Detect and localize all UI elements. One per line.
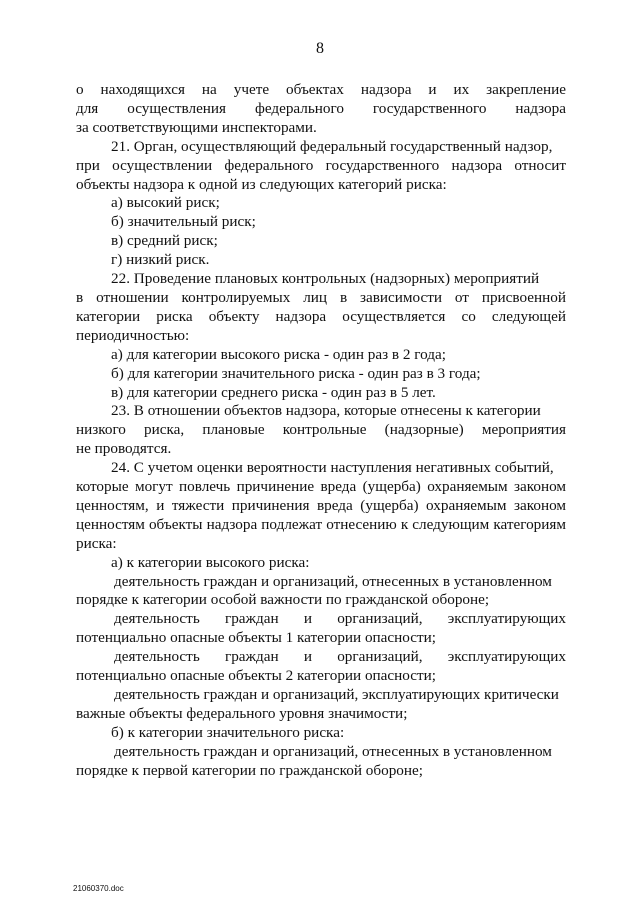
text-line: низкого риска, плановые контрольные (надзорные) мероприятия bbox=[76, 421, 566, 439]
text-line: а) к категории высокого риска: bbox=[111, 553, 310, 571]
text-line: для осуществления федерального государственного надзора bbox=[76, 99, 566, 117]
text-line: порядке к категории особой важности по гражданской обороне; bbox=[76, 591, 490, 609]
text-line: ценностям, и тяжести причинения вреда (ущерба) охраняемым законом bbox=[76, 496, 566, 514]
text-line: деятельность граждан и организаций, эксплуатирующих bbox=[114, 610, 566, 628]
text-line: ценностям объекты надзора подлежат отнесению к следующим категориям bbox=[76, 515, 566, 533]
text-line: о находящихся на учете объектах надзора и их закрепление bbox=[76, 81, 566, 98]
text-line: а) для категории высокого риска - один раз в 2 года; bbox=[111, 345, 446, 363]
text-line: в) для категории среднего риска - один раз в 5 лет. bbox=[111, 383, 436, 401]
text-line: потенциально опасные объекты 1 категории опасности; bbox=[76, 629, 436, 647]
text-line: не проводятся. bbox=[76, 440, 172, 458]
text-line: деятельность граждан и организаций, эксплуатирующих критически bbox=[114, 686, 559, 703]
text-line: риска: bbox=[76, 534, 117, 552]
text-line: б) значительный риск; bbox=[111, 213, 256, 231]
text-line: в отношении контролируемых лиц в зависимости от присвоенной bbox=[76, 288, 566, 306]
text-line: б) к категории значительного риска: bbox=[111, 723, 345, 741]
text-line: 22. Проведение плановых контрольных (надзорных) мероприятий bbox=[111, 270, 540, 288]
text-line: важные объекты федерального уровня значимости; bbox=[76, 704, 408, 722]
text-line: деятельность граждан и организаций, эксплуатирующих bbox=[114, 648, 566, 666]
text-line: периодичностью: bbox=[76, 326, 190, 344]
text-line: 21. Орган, осуществляющий федеральный государственный надзор, bbox=[111, 137, 553, 155]
text-line: б) для категории значительного риска - один раз в 3 года; bbox=[111, 364, 481, 382]
text-line: г) низкий риск. bbox=[111, 251, 210, 269]
text-line: порядке к первой категории по гражданской обороне; bbox=[76, 761, 423, 779]
text-line: категории риска объекту надзора осуществляется со следующей bbox=[76, 307, 566, 325]
text-line: 23. В отношении объектов надзора, которые отнесены к категории bbox=[111, 402, 541, 420]
text-line: потенциально опасные объекты 2 категории опасности; bbox=[76, 667, 436, 685]
text-line: объекты надзора к одной из следующих категорий риска: bbox=[76, 175, 447, 193]
page-number: 8 bbox=[316, 40, 324, 57]
text-line: а) высокий риск; bbox=[111, 194, 220, 212]
text-line: деятельность граждан и организаций, отнесенных в установленном bbox=[114, 742, 552, 760]
text-line: 24. С учетом оценки вероятности наступления негативных событий, bbox=[111, 459, 554, 477]
text-line: в) средний риск; bbox=[111, 232, 218, 250]
file-name-footer: 21060370.doc bbox=[73, 884, 124, 893]
text-line: которые могут повлечь причинение вреда (ущерба) охраняемым законом bbox=[76, 478, 566, 496]
text-line: за соответствующими инспекторами. bbox=[76, 118, 317, 136]
text-line: деятельность граждан и организаций, отнесенных в установленном bbox=[114, 572, 552, 590]
document-body bbox=[76, 81, 566, 781]
text-line: при осуществлении федерального государственного надзора относит bbox=[76, 156, 566, 174]
